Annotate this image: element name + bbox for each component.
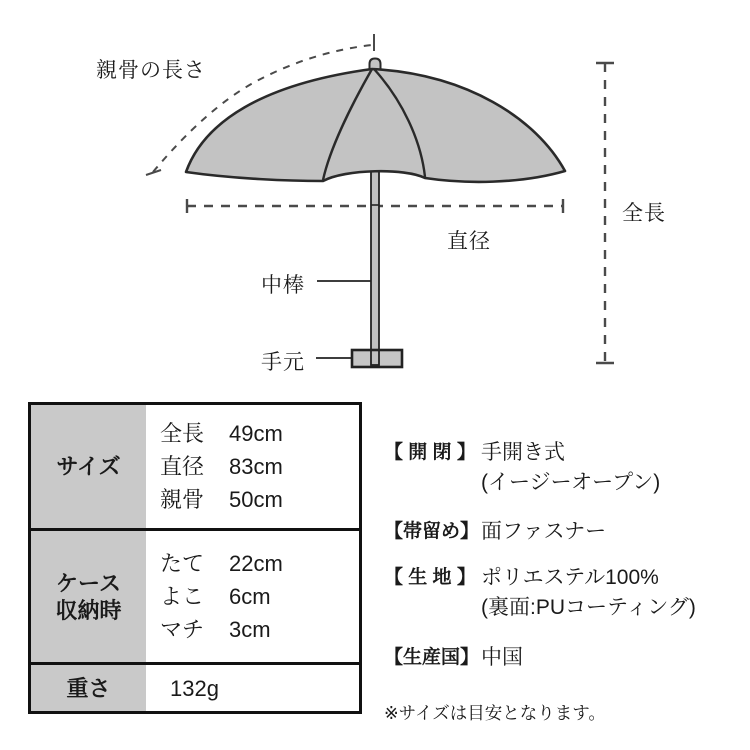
size-item-value: 49cm xyxy=(229,421,283,446)
detail-line: ポリエステル100% xyxy=(481,566,659,589)
table-row-weight xyxy=(31,662,359,711)
detail-line: (イージーオープン) xyxy=(481,471,661,494)
case-header-line1: ケース xyxy=(56,570,121,596)
size-item-label: 全長 xyxy=(160,421,205,446)
case-row-values xyxy=(146,531,359,662)
size-note: ※サイズは目安となります。 xyxy=(384,703,606,723)
size-item xyxy=(160,417,359,450)
size-row-values xyxy=(146,405,359,528)
detail-fabric xyxy=(384,563,696,623)
case-item xyxy=(160,613,359,646)
detail-body xyxy=(481,517,606,547)
case-item xyxy=(160,547,359,580)
size-header-text: サイズ xyxy=(56,454,121,479)
detail-body xyxy=(481,643,523,673)
case-item-label: たて xyxy=(160,551,205,576)
detail-country xyxy=(384,643,523,673)
case-item-value: 3cm xyxy=(229,617,271,642)
detail-body xyxy=(481,563,696,623)
case-item-value: 22cm xyxy=(229,551,283,576)
case-item-label: マチ xyxy=(160,617,205,642)
detail-label: 【 開 閉 】 xyxy=(384,442,476,463)
rib-length-label: 親骨の長さ xyxy=(96,59,206,82)
weight-header-text: 重さ xyxy=(66,675,111,701)
diameter-label: 直径 xyxy=(447,230,491,253)
detail-band xyxy=(384,517,606,547)
case-item xyxy=(160,580,359,613)
detail-label: 【帯留め】 xyxy=(384,521,480,542)
detail-label: 【生産国】 xyxy=(384,647,480,668)
case-item-label: よこ xyxy=(160,584,205,609)
case-header-line2: 収納時 xyxy=(55,597,122,623)
size-item-value: 50cm xyxy=(229,487,283,512)
case-row-header xyxy=(31,531,146,662)
weight-row-header xyxy=(31,665,146,711)
handle-label: 手元 xyxy=(261,351,305,374)
table-row-size xyxy=(31,405,359,528)
weight-value: 132g xyxy=(170,675,219,701)
shaft-label: 中棒 xyxy=(261,274,305,297)
size-item xyxy=(160,483,359,516)
size-item-label: 直径 xyxy=(160,454,205,479)
weight-row-values xyxy=(146,665,359,711)
canopy-shape xyxy=(186,69,565,182)
detail-body xyxy=(481,438,660,498)
detail-label: 【 生 地 】 xyxy=(384,567,476,588)
detail-line: 面ファスナー xyxy=(481,520,607,543)
detail-line: 中国 xyxy=(481,646,523,669)
size-row-header xyxy=(31,405,146,528)
size-item xyxy=(160,450,359,483)
size-item-value: 83cm xyxy=(229,454,283,479)
detail-line: (裏面:PUコーティング) xyxy=(481,596,696,619)
detail-open-close xyxy=(384,438,660,498)
size-item-label: 親骨 xyxy=(160,487,205,512)
detail-line: 手開き式 xyxy=(481,441,565,464)
spec-table xyxy=(28,402,362,714)
table-row-case xyxy=(31,528,359,662)
total-length-label: 全長 xyxy=(622,202,666,225)
case-item-value: 6cm xyxy=(229,584,271,609)
